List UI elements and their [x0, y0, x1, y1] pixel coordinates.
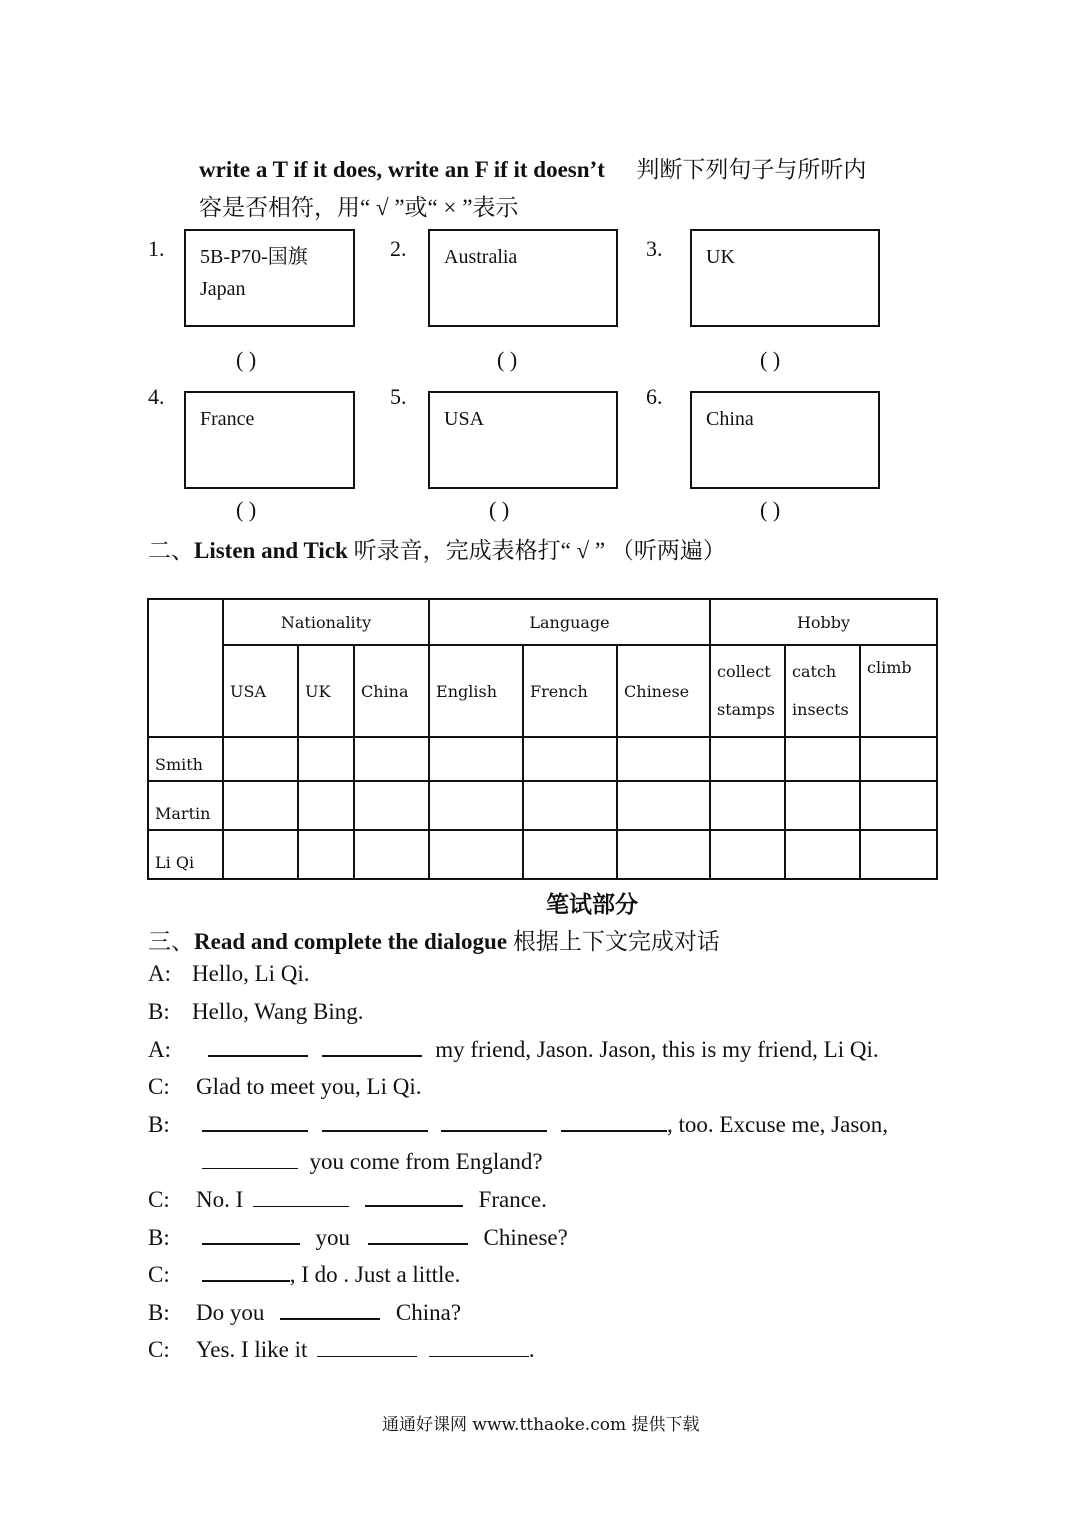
item-number: 4.: [148, 384, 165, 409]
speaker: C:: [148, 1337, 170, 1362]
dialogue-line: [148, 1298, 461, 1327]
tick-cell[interactable]: [710, 830, 785, 879]
tick-cell[interactable]: [617, 830, 710, 879]
item-number: 6.: [646, 384, 663, 409]
section-3-heading: [148, 923, 720, 956]
fill-blank[interactable]: [561, 1110, 667, 1132]
tick-cell[interactable]: [785, 781, 860, 830]
speaker: C:: [148, 1187, 170, 1212]
table-row: [148, 737, 937, 781]
tick-cell[interactable]: [354, 781, 429, 830]
fill-blank[interactable]: [429, 1336, 529, 1357]
speaker: B:: [148, 999, 170, 1024]
fill-blank[interactable]: [208, 1035, 308, 1057]
column-header-line: stamps: [717, 700, 775, 719]
tick-cell[interactable]: [617, 737, 710, 781]
tick-cell[interactable]: [429, 830, 523, 879]
instruction-cn: 判断下列句子与所听内: [636, 157, 867, 182]
tick-table: [147, 598, 938, 880]
tick-cell[interactable]: [298, 737, 354, 781]
section-title-en: Read and complete the dialogue: [194, 929, 508, 954]
dialogue-text: China?: [395, 1300, 462, 1325]
instruction-line-1: [199, 156, 866, 184]
speaker: C:: [148, 1074, 170, 1099]
dialogue-line: [148, 960, 310, 988]
fill-blank[interactable]: [202, 1223, 300, 1245]
column-header: China: [354, 645, 429, 737]
tick-cell[interactable]: [223, 781, 298, 830]
answer-box: [428, 229, 618, 327]
dialogue-text: you: [315, 1225, 350, 1250]
item-number: 1.: [148, 236, 165, 261]
dialogue-text: Do you: [196, 1300, 265, 1325]
dialogue-line: [148, 1223, 568, 1252]
tick-cell[interactable]: [860, 830, 937, 879]
written-part-title: 笔试部分: [546, 892, 638, 917]
dialogue-text: Chinese?: [483, 1225, 568, 1250]
answer-paren[interactable]: ( ): [489, 497, 510, 522]
box-text: Japan: [200, 278, 246, 300]
box-text: France: [200, 408, 255, 430]
fill-blank[interactable]: [280, 1298, 380, 1320]
item-number: 3.: [646, 236, 663, 261]
box-text: USA: [444, 408, 485, 430]
answer-paren[interactable]: ( ): [236, 347, 257, 372]
page-footer: 通通好课网 www.tthaoke.com 提供下载: [382, 1415, 700, 1435]
dialogue-line: [148, 1148, 543, 1176]
section-number: 三、: [148, 929, 194, 954]
dialogue-line: [148, 1260, 460, 1289]
answer-box: [690, 391, 880, 489]
group-header-language: Language: [429, 599, 710, 645]
row-name: Smith: [148, 737, 223, 781]
dialogue-text: Yes. I like it: [196, 1337, 308, 1362]
tick-cell[interactable]: [523, 781, 617, 830]
dialogue-text: , I do . Just a little.: [289, 1262, 461, 1287]
section-title-cn: 听录音，完成表格打“ √ ” （听两遍）: [347, 538, 726, 563]
row-name: Li Qi: [148, 830, 223, 879]
tick-cell[interactable]: [785, 737, 860, 781]
answer-box: [184, 229, 355, 327]
group-header-nationality: Nationality: [223, 599, 429, 645]
column-header: climb: [860, 645, 937, 737]
dialogue-text: Glad to meet you, Li Qi.: [196, 1074, 422, 1099]
box-text: UK: [706, 246, 735, 268]
dialogue-text: France.: [478, 1187, 547, 1212]
section-title-en: Listen and Tick: [194, 538, 348, 563]
dialogue-line: [148, 1035, 879, 1064]
dialogue-line: [148, 1336, 535, 1364]
fill-blank[interactable]: [202, 1110, 308, 1132]
tick-cell[interactable]: [860, 781, 937, 830]
fill-blank[interactable]: [368, 1223, 468, 1245]
tick-cell[interactable]: [710, 781, 785, 830]
item-number: 2.: [390, 236, 407, 261]
speaker: C:: [148, 1262, 170, 1287]
speaker: B:: [148, 1300, 170, 1325]
column-header: Chinese: [617, 645, 710, 737]
column-header: [785, 645, 860, 737]
answer-box: [428, 391, 618, 489]
tick-cell[interactable]: [617, 781, 710, 830]
tick-cell[interactable]: [354, 830, 429, 879]
instruction-en: write a T if it does, write an F if it doesn’t: [199, 157, 605, 182]
dialogue-text: you come from England?: [309, 1149, 543, 1174]
dialogue-line: [148, 1073, 422, 1101]
dialogue-text: my friend, Jason. Jason, this is my friend, Li Qi.: [435, 1037, 879, 1062]
section-2-heading: [148, 532, 726, 565]
fill-blank[interactable]: [322, 1110, 428, 1132]
dialogue-text: No. I: [196, 1187, 244, 1212]
dialogue-line: [148, 1185, 547, 1214]
fill-blank[interactable]: [202, 1148, 298, 1169]
tick-cell[interactable]: [429, 781, 523, 830]
fill-blank[interactable]: [365, 1185, 463, 1207]
tick-cell[interactable]: [429, 737, 523, 781]
tick-cell[interactable]: [223, 737, 298, 781]
column-header-line: insects: [792, 700, 849, 719]
box-text: China: [706, 408, 754, 430]
table-row: [148, 830, 937, 879]
tick-cell[interactable]: [298, 830, 354, 879]
speaker: B:: [148, 1112, 170, 1137]
tick-cell[interactable]: [298, 781, 354, 830]
dialogue-text: Hello, Li Qi.: [192, 961, 310, 986]
answer-paren[interactable]: ( ): [760, 497, 781, 522]
tick-cell[interactable]: [523, 737, 617, 781]
box-text: Australia: [444, 246, 518, 268]
table-corner: [148, 599, 223, 737]
column-header: USA: [223, 645, 298, 737]
fill-blank[interactable]: [317, 1336, 417, 1357]
fill-blank[interactable]: [322, 1035, 422, 1057]
answer-box: [184, 391, 355, 489]
answer-box: [690, 229, 880, 327]
tick-cell[interactable]: [710, 737, 785, 781]
row-name: Martin: [148, 781, 223, 830]
speaker: A:: [148, 1037, 171, 1062]
column-header: English: [429, 645, 523, 737]
table-row: [148, 781, 937, 830]
dialogue-line: [148, 1110, 888, 1139]
tick-cell[interactable]: [523, 830, 617, 879]
answer-paren[interactable]: ( ): [497, 347, 518, 372]
dialogue-line: [148, 998, 364, 1026]
section-title-cn: 根据上下文完成对话: [507, 929, 720, 954]
column-header-line: catch: [792, 662, 837, 681]
answer-paren[interactable]: ( ): [236, 497, 257, 522]
tick-cell[interactable]: [785, 830, 860, 879]
tick-cell[interactable]: [354, 737, 429, 781]
dialogue-text: .: [528, 1337, 535, 1362]
answer-paren[interactable]: ( ): [760, 347, 781, 372]
column-header: [710, 645, 785, 737]
dialogue-text: Hello, Wang Bing.: [192, 999, 364, 1024]
dialogue-text: , too. Excuse me, Jason,: [667, 1112, 889, 1137]
instruction-line-2: 容是否相符，用“ √ ”或“ × ”表示: [199, 195, 519, 220]
group-header-hobby: Hobby: [710, 599, 937, 645]
box-text: 5B-P70-国旗: [200, 246, 308, 268]
column-header: UK: [298, 645, 354, 737]
fill-blank[interactable]: [253, 1186, 349, 1207]
speaker: B:: [148, 1225, 170, 1250]
column-header: French: [523, 645, 617, 737]
speaker: A:: [148, 961, 171, 986]
section-number: 二、: [148, 538, 194, 563]
fill-blank[interactable]: [202, 1260, 290, 1282]
tick-cell[interactable]: [860, 737, 937, 781]
fill-blank[interactable]: [441, 1110, 547, 1132]
tick-cell[interactable]: [223, 830, 298, 879]
item-number: 5.: [390, 384, 407, 409]
column-header-line: collect: [717, 662, 771, 681]
